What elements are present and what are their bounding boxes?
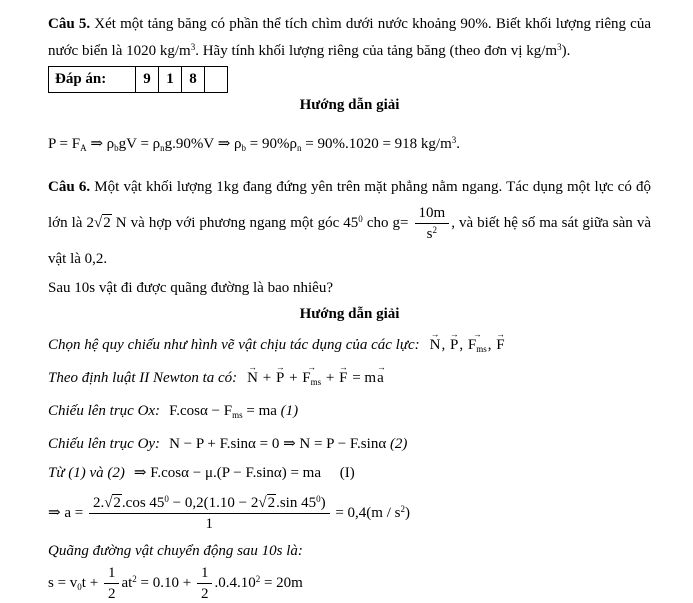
formula-text: t +	[81, 575, 102, 592]
formula-text: N và hợp với phương ngang một góc 45	[111, 214, 359, 231]
vector-arrow-icon: →	[248, 361, 257, 372]
formula-text: 1	[107, 565, 116, 582]
subscript: A	[80, 143, 87, 154]
formula-text: 10m	[418, 205, 446, 222]
solution-line-oy	[48, 434, 651, 455]
solution-heading-q6: Hướng dẫn giải	[299, 306, 400, 323]
answer-digit-cell	[205, 66, 228, 92]
formula-text: at	[121, 575, 133, 592]
formula-text: cho g=	[362, 214, 413, 231]
solution-line-distance-label	[48, 541, 651, 562]
superscript: 0	[316, 494, 321, 505]
superscript: 3	[451, 134, 457, 145]
superscript: 2	[432, 225, 438, 236]
fraction	[104, 564, 120, 603]
formula-text: F.cosα − F	[169, 403, 233, 420]
vector-symbol	[247, 361, 258, 389]
vector-arrow-icon: →	[275, 361, 285, 372]
vector-arrow-icon: →	[450, 328, 459, 339]
subscript: n	[160, 143, 165, 154]
radicand: 2	[113, 495, 121, 512]
radicand: 2	[103, 214, 111, 231]
formula-text: ,	[441, 337, 450, 354]
subscript: 0	[77, 582, 82, 593]
subscript: ms	[310, 377, 322, 388]
vector-letter: N	[429, 337, 441, 354]
answer-digit-cell: 8	[182, 66, 205, 92]
solution-heading-q5: Hướng dẫn giải	[299, 96, 400, 113]
solution-line-ox-label: Chiếu lên trục Ox:	[48, 403, 161, 420]
question-6-followup: Sau 10s vật đi được quãng đường là bao nhiêu?	[48, 280, 333, 297]
solution-line-combine-label: Từ (1) và (2)	[48, 465, 125, 482]
solution-line-frame	[48, 328, 651, 360]
formula-text: 2	[200, 586, 209, 603]
vector-arrow-icon: →	[430, 328, 440, 339]
vector-letter: P	[275, 370, 285, 387]
square-root	[104, 494, 122, 511]
fraction-denominator	[104, 584, 120, 603]
formula-text: +	[322, 370, 339, 387]
formula-text: . Hãy tính khối lượng riêng của tảng băng (theo đơn vị kg/m	[195, 42, 558, 59]
forces-vector-list	[429, 328, 506, 355]
answer-label-cell: Đáp án:	[49, 66, 136, 92]
formula-text: 1	[205, 516, 214, 533]
newton-equation	[246, 361, 386, 388]
fraction-numerator	[197, 564, 213, 584]
formula-text: = ma	[242, 403, 277, 420]
superscript: 0	[358, 214, 363, 225]
square-root	[94, 214, 112, 231]
vector-arrow-icon: →	[496, 328, 505, 339]
answer-table	[48, 66, 228, 93]
subscript: n	[297, 143, 302, 154]
vector-arrow-icon: →	[339, 361, 348, 372]
superscript: 3	[557, 42, 562, 52]
radical-sign: √	[258, 495, 267, 512]
radical-sign: √	[94, 214, 103, 231]
formula-text: ,	[459, 337, 467, 354]
fraction-denominator	[197, 584, 213, 603]
formula-text: N − P + F.sinα = 0 ⇒ N = P − F.sinα	[169, 436, 387, 453]
formula-text: s = v	[48, 575, 78, 592]
vector-arrow-icon: →	[307, 361, 317, 372]
solution-line-newton	[48, 361, 651, 393]
subscript: ms	[476, 344, 487, 355]
vector-symbol	[275, 361, 285, 389]
combined-equation	[134, 465, 355, 481]
vector-arrow-icon: →	[472, 328, 482, 339]
formula-text: ⇒ a =	[48, 505, 87, 522]
vector-letter: F	[339, 370, 348, 387]
formula-text: , và biết hệ số ma sát giữa sàn và vật là 0,2.	[48, 214, 651, 268]
fraction	[415, 204, 450, 243]
formula-text: 1	[200, 565, 209, 582]
formula-text: = 0.10 +	[136, 575, 195, 592]
vector-symbol	[467, 328, 487, 360]
vector-symbol	[429, 328, 441, 356]
formula-text: P = F	[48, 135, 81, 152]
vector-letter: N	[247, 370, 258, 387]
vector-symbol	[302, 361, 322, 393]
vector-symbol	[496, 328, 505, 356]
formula-text: s	[426, 226, 433, 243]
question-label: Câu 6.	[48, 179, 91, 196]
formula-text: g.90%V ⇒ ρ	[164, 135, 242, 152]
equation-number: (2)	[386, 436, 408, 453]
subscript: b	[114, 143, 119, 154]
ox-projection-equation	[169, 403, 298, 419]
formula-text: Xét một tảng băng có phần thể tích chìm dưới nước khoảng 90%. Biết khối lượng riêng của nước biển là 1020 kg/m	[48, 16, 651, 59]
radicand: 2	[267, 495, 276, 512]
formula-text: .cos 45	[121, 495, 165, 512]
fraction-numerator	[89, 494, 330, 514]
superscript: 2	[400, 504, 405, 515]
formula-text: = 90%ρ	[246, 135, 297, 152]
solution-line-distance-formula	[48, 564, 651, 603]
formula-text: ).	[561, 42, 571, 59]
question-label: Câu 5.	[48, 16, 91, 32]
question-6-paragraph	[48, 171, 651, 275]
formula-text: ,	[487, 337, 496, 354]
formula-text: Một vật khối lượng 1kg đang đứng yên trên mặt phẳng nằm ngang. Tác dụng một lực có độ lớn là 2	[48, 179, 651, 231]
solution-line-newton-label: Theo định luật II Newton ta có:	[48, 370, 238, 387]
superscript: 3	[190, 42, 196, 52]
solution-line-ox	[48, 401, 651, 426]
vector-letter: F	[496, 337, 505, 354]
formula-text: 2	[107, 586, 116, 603]
fraction-denominator	[415, 224, 450, 243]
fraction-denominator	[89, 514, 330, 533]
square-root	[258, 494, 276, 511]
formula-text: .0.4.10	[214, 575, 256, 592]
formula-text: = 0,4(m / s	[331, 505, 401, 522]
formula-text: = 20m	[260, 575, 303, 592]
vector-symbol	[450, 328, 459, 356]
formula-text: − 0,2(1.10 − 2	[168, 495, 259, 512]
question-5-paragraph	[48, 13, 651, 63]
fraction-numerator	[104, 564, 120, 584]
answer-digit-cell: 9	[136, 66, 159, 92]
vector-symbol	[339, 361, 348, 389]
formula-text: )	[320, 495, 326, 512]
radical-sign: √	[104, 495, 113, 512]
answer-digit-cell: 1	[159, 66, 182, 92]
subscript: b	[241, 143, 247, 154]
equation-number: (1)	[276, 403, 299, 420]
solution-line-oy-label: Chiếu lên trục Oy:	[48, 436, 161, 453]
solution-line-frame-label: Chọn hệ quy chiếu như hình vẽ vật chịu tác dụng của các lực:	[48, 337, 420, 354]
vector-letter: F	[302, 370, 311, 387]
superscript: 2	[132, 574, 137, 585]
formula-text: = m	[348, 370, 377, 387]
formula-text: 2.	[92, 495, 105, 512]
answer-row	[49, 66, 228, 92]
subscript: ms	[232, 410, 243, 421]
formula-text: = 90%.1020 = 918 kg/m	[301, 135, 452, 152]
formula-text: ⇒ F.cosα − μ.(P − F.sinα) = ma (I)	[133, 465, 355, 482]
vector-letter: a	[377, 370, 384, 387]
distance-statement: Quãng đường vật chuyển động sau 10s là:	[48, 543, 303, 560]
formula-text: +	[285, 370, 302, 387]
vector-symbol	[377, 361, 386, 389]
formula-text: )	[404, 505, 410, 522]
superscript: 2	[255, 574, 261, 585]
fraction	[197, 564, 213, 603]
fraction	[89, 494, 330, 533]
vector-letter: P	[450, 337, 459, 354]
fraction-numerator	[415, 204, 450, 224]
formula-text: gV = ρ	[118, 135, 161, 152]
solution-line-combine	[48, 463, 651, 484]
solution-line-acceleration	[48, 494, 651, 533]
formula-text: +	[259, 370, 275, 387]
formula-buoyancy	[48, 129, 651, 159]
vector-arrow-icon: →	[377, 361, 386, 372]
oy-projection-equation	[169, 436, 407, 452]
formula-text: ⇒ ρ	[86, 135, 115, 152]
formula-text: .	[456, 135, 460, 152]
superscript: 0	[164, 494, 169, 505]
vector-letter: F	[467, 337, 477, 354]
formula-text: .sin 45	[276, 495, 317, 512]
